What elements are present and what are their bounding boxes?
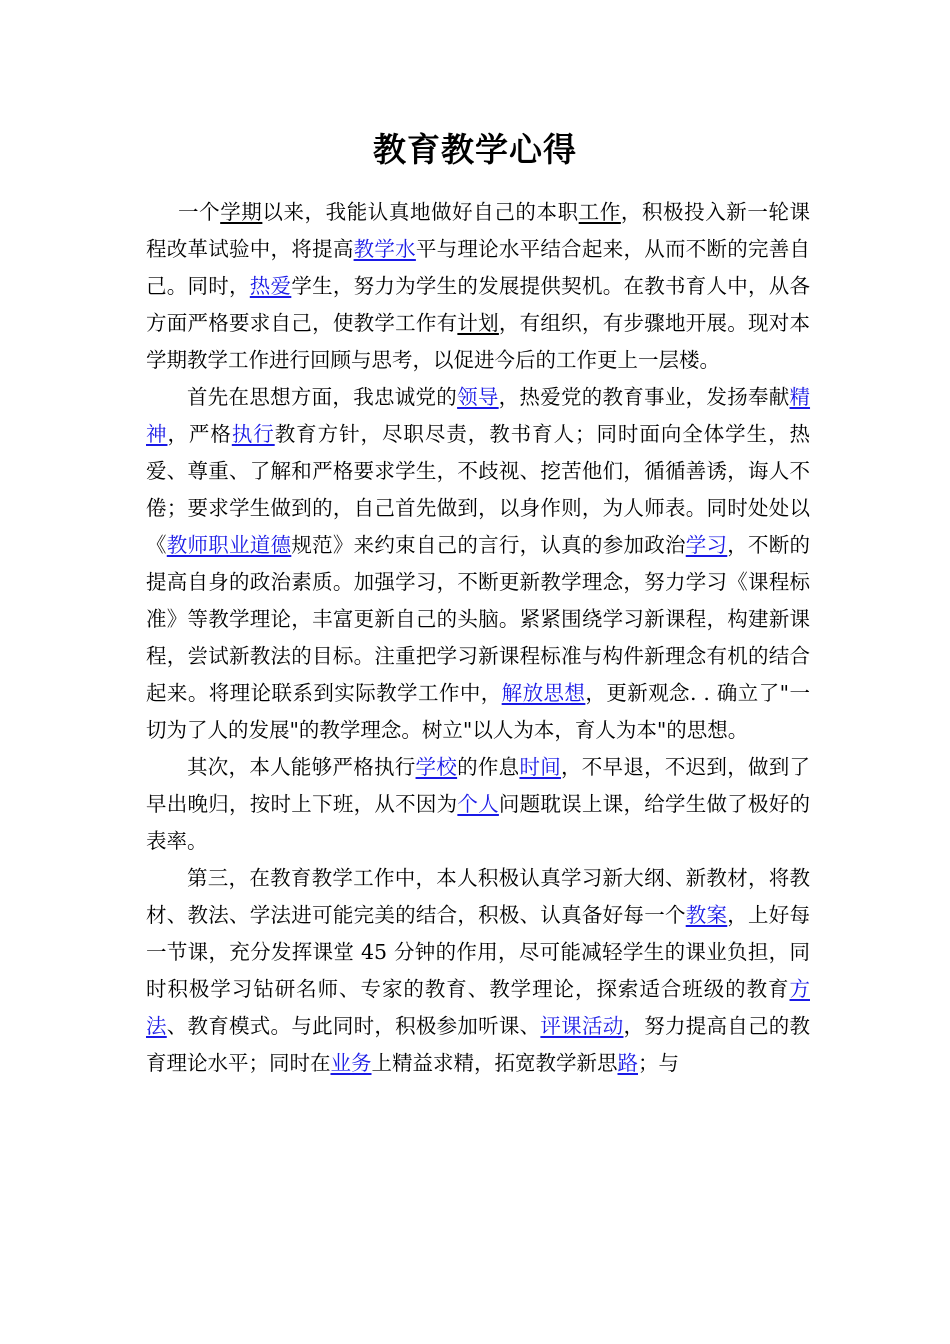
paragraph-text: 上精益求精，拓宽教学新思 <box>371 1051 618 1075</box>
inline-link[interactable]: 业务 <box>330 1051 372 1075</box>
paragraph-text: 的作息 <box>457 755 520 779</box>
inline-link[interactable]: 教案 <box>685 903 728 927</box>
inline-link[interactable]: 学习 <box>685 533 728 557</box>
paragraph-text: ，严格 <box>167 422 232 446</box>
paragraph-text: 、教育模式。与此同时，积极参加听课、 <box>166 1014 541 1038</box>
inline-link[interactable]: 学校 <box>415 755 458 779</box>
paragraph-text: 一个 <box>178 200 221 224</box>
paragraph-text: ，努力提高自己的教育理论水平；同时在 <box>146 1014 811 1075</box>
paragraph-text: 其次，本人能够严格执行 <box>187 755 416 779</box>
underlined-term: 学期 <box>220 200 263 224</box>
inline-link[interactable]: 个人 <box>457 792 499 816</box>
inline-link[interactable]: 解放思想 <box>501 681 586 705</box>
paragraph-text: 第三，在教育教学工作中，本人积极认真学习新大纲、新教材，将教材、教法、学法进可能完美的结合，积极、认真备好每一个 <box>146 866 810 927</box>
paragraph-text: 首先在思想方面，我忠诚党的 <box>187 385 458 409</box>
underlined-term: 工作 <box>578 200 621 224</box>
paragraph-text: 规范》来约束自己的言行，认真的参加政治 <box>291 533 686 557</box>
inline-link[interactable]: 精神 <box>146 385 811 446</box>
paragraph-text: ，上好每一节课，充分发挥课堂 45 分钟的作用，尽可能减轻学生的课业负担，同时积极学习钻研名师、专家的教育、教学理论，探索适合班级的教育 <box>146 903 811 1001</box>
paragraph-text: 学生，努力为学生的发展提供契机。在教书育人中，从各方面严格要求自己，使教学工作有 <box>146 274 811 335</box>
inline-link[interactable]: 时间 <box>519 755 561 779</box>
paragraph-text: ，更新观念. . 确立了"一切为了人的发展"的教学理念。树立"以人为本，育人为本"的思想。 <box>146 681 810 742</box>
inline-link[interactable]: 领导 <box>457 385 499 409</box>
document-body <box>146 194 810 1082</box>
paragraph-text: ，不早退，不迟到，做到了早出晚归，按时上下班，从不因为 <box>146 755 811 816</box>
inline-link[interactable]: 教学水 <box>353 237 416 261</box>
paragraph-text: 教育方针，尽职尽责，教书育人；同时面向全体学生，热爱、尊重、了解和严格要求学生，不歧视、挖苦他们，循循善诱，诲人不倦；要求学生做到的，自己首先做到，以身作则，为人师表。同时处处以《 <box>146 422 811 557</box>
paragraph <box>146 860 810 1082</box>
paragraph <box>146 379 810 749</box>
underlined-term: 计划 <box>457 311 499 335</box>
paragraph-text: ；与 <box>638 1051 679 1075</box>
paragraph-text: ，不断的提高自身的政治素质。加强学习，不断更新教学理念，努力学习《课程标准》等教学理论，丰富更新自己的头脑。紧紧围绕学习新课程，构建新课程，尝试新教法的目标。注重把学习新课程标准与构件新理念有机的结合起来。将理论联系到实际教学工作中， <box>146 533 811 705</box>
paragraph-text: 以来，我能认真地做好自己的本职 <box>262 200 579 224</box>
paragraph-text: 问题耽误上课，给学生做了极好的表率。 <box>146 792 811 853</box>
inline-link[interactable]: 热爱 <box>249 274 292 298</box>
inline-link[interactable]: 教师职业道德 <box>166 533 292 557</box>
paragraph-text: ，积极投入新一轮课程改革试验中，将提高 <box>146 200 811 261</box>
inline-link[interactable]: 路 <box>617 1051 638 1075</box>
paragraph <box>146 749 810 860</box>
document-title: 教育教学心得 <box>373 130 577 169</box>
inline-link[interactable]: 评课活动 <box>540 1014 624 1038</box>
paragraph <box>146 194 810 379</box>
paragraph-text: ，有组织，有步骤地开展。现对本学期教学工作进行回顾与思考，以促进今后的工作更上一层楼。 <box>146 311 811 372</box>
inline-link[interactable]: 方法 <box>146 977 810 1038</box>
paragraph-text: 平与理论水平结合起来，从而不断的完善自己。同时， <box>146 237 811 298</box>
inline-link[interactable]: 执行 <box>231 422 275 446</box>
paragraph-text: ，热爱党的教育事业，发扬奉献 <box>498 385 790 409</box>
